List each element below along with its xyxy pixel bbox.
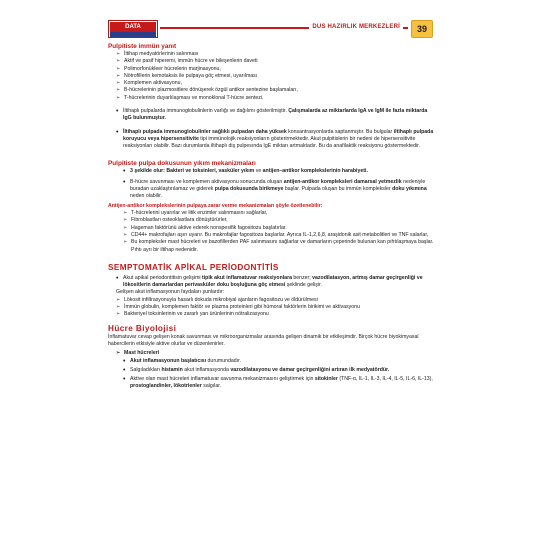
list-item: ➢ Komplemen aktivasyonu, (116, 80, 434, 87)
paragraph-three-ways (123, 168, 434, 175)
paragraph-apical (116, 275, 434, 290)
list-item: ➢ Bakteriyel toksinlerinin ve zararlı yan ürünlerinin nötralizasyonu (116, 311, 434, 318)
list-item: ➢ Hageman faktörünü aktive ederek nonspesifik fagositozu başlatırlar. (123, 225, 434, 232)
text-run: neden olabilir. (130, 193, 163, 200)
paragraph-complexes (123, 179, 434, 201)
list-item: ➢ Aktif ve pasif hiperemi, immün hücre ve bileşenlerin daveti (116, 58, 434, 65)
text-run: ve (254, 167, 263, 174)
text-run: vazodilatasyonu ve damar geçirgenliğini artıran ilk medyatördür. (230, 366, 390, 373)
mast-cell-list (123, 358, 434, 391)
text-run: sitokinler (314, 376, 338, 383)
publisher-logo (108, 20, 158, 38)
cell-biology-intro: İnflamatuvar cevap gelişen konak savunması ve mikroorganizmalar arasında gelişen dinamik bir etkileşimdir. Birçok hücre biyokimyasal habercilerin etkisiyle aktive olurlar ve düzenlenirler. (108, 333, 419, 347)
text-run: şeklinde gelişir. (285, 282, 322, 289)
list-item: ➢ CD44+ makrofajları aşırı uyarır. Bu makrofajlar fagositoza başlarlar. Ayrıca IL-1,2,6,8, araşidonik asit metabolitleri ve TNF salarlar, (123, 232, 434, 239)
list-item: ➢ T-hücrelerinin duyarlılaşması ve monoklonal T-hücre sentezi. (116, 95, 434, 102)
list-item: ➢ Polimorfonükleer hücrelerin marjinasyonu, (116, 66, 434, 73)
text-run: durumundadır. (206, 357, 242, 364)
text-run: vazodilatasyon, artmış damar geçirgenliği ve lökositlerin damarlardan perivasküler doku boşluğuna göç etmesi (123, 274, 423, 289)
text-run: tipi immünolojik reaksiyonların gösterirmektedir. Akut pulpitislerin bir nedeni de hipersensitivite reaksiyonları olabilir. Bazı durumlarda iltihaplı diş pulpesında IgE miktarı artmaktadır. Bu da anafilaktik reaksiyonu göstermektedir. (123, 135, 420, 150)
benefit-list (116, 297, 434, 319)
mast-cell-heading: ➢ Mast hücreleri (116, 350, 434, 357)
list-item: ➢ İmmün globulin, komplemen faktör ve plazma proteinleri gibi hümoral faktörlerin birikimi ve aktivasyonu (116, 304, 434, 311)
text-run: doku yıkımına (392, 186, 427, 193)
mast-cell-heading-list (116, 350, 434, 357)
list-item (123, 358, 434, 365)
text-run: İltihaplı pulpalarda immunoglobulinlerin varlığı ve dağılımı gösterilmiştir. (123, 108, 287, 115)
immune-paragraphs (116, 108, 434, 150)
immune-list (116, 51, 434, 102)
list-item (123, 376, 434, 391)
logo-stripe (110, 32, 156, 37)
apical-lead: Gelişen akut inflamasyonun faydaları şunlardır: (116, 289, 225, 296)
text-run: nedeniyle buradan uzaklaştırılamaz ve giderek (130, 178, 426, 193)
destruction-list (123, 168, 434, 201)
list-item: ➢ B-hücrelerinin plazmositlere dönüşerek özgül antikor sentezine başlamaları, (116, 87, 434, 94)
header-title: DUS HAZIRLIK MERKEZLERİ (309, 23, 403, 32)
section-heading-cell-biology: Hücre Biyolojisi (108, 323, 177, 333)
list-item: ➢ Nötrofillerin kemotaksis ile pulpaya göç etmesi, uyarılması (116, 73, 434, 80)
text-run: konsantrasyonlarda saptanmıştır. Bu bulgular (286, 128, 394, 135)
paragraph-immunoglobulin (116, 108, 434, 123)
section-heading-apical: SEMPTOMATİK APİKAL PERİODONTİTİS (108, 262, 279, 272)
text-run: salgılar. (201, 383, 222, 390)
text-run: Aktive olan mast hücreleri inflamatuvar savunma mekanizmasını geliştirmek için (130, 376, 315, 383)
logo-text: DATA (110, 22, 156, 32)
section-heading-destruction: Pulpitiste pulpa dokusunun yıkım mekanizmaları (108, 159, 256, 167)
list-item: ➢ Bu kompleksler mast hücreleri ve bazofillerden PAF salınmasını sağlarlar ve damarların çeperinde bulunan kan pıhtılaşmaya başlar. Pıhtı ayrı bir iltihap nedenidir. (123, 239, 434, 254)
apical-paragraphs (116, 275, 434, 290)
text-run: iltihaplı pulpada koruyucu veya hipersensitivite (123, 128, 434, 142)
text-run: prostoglandinler, lökotrienler (130, 383, 202, 390)
text-run: benzer; (291, 274, 313, 281)
page-content (108, 42, 434, 391)
page-number: 39 (411, 20, 433, 38)
subheading-mechanisms: Antijen-antikor komplekslerinin pulpaya zarar verme mekanizmaları şöyle özetlenebilir: (108, 202, 323, 209)
text-run: Çalışmalarda az miktarlarda IgA ve IgM ile fazla miktarda IgG bulunmuştur. (123, 108, 428, 122)
text-run: akut inflamasyonda (182, 366, 231, 373)
text-run: histamin (161, 366, 183, 373)
text-run: Salgıladıkları (130, 366, 162, 373)
text-run: antijen–antikor komplekslerinin harabiyeti. (262, 167, 368, 174)
mechanism-list (123, 210, 434, 254)
text-run: Akut apikal periodontitisin gelişimi (123, 274, 203, 281)
text-run: 3 şekilde olur: Bakteri ve toksinleri, vasküler yıkım (130, 167, 255, 174)
list-item: ➢ İltihap medyatörlerinin salınması (116, 51, 434, 58)
text-run: (TNF-α, IL-1, IL-3, IL-4, IL-5, IL-6, IL-13), (337, 376, 433, 383)
text-run: tipik akut inflamatuvar reaksiyonlara (202, 274, 292, 281)
text-run: B-hücre savunması ve komplemen aktivasyonu sonucunda oluşan (130, 178, 284, 185)
text-run: Akut inflamasyonun başlatıcısı (130, 357, 207, 364)
text-run: İltihaplı pulpada immunoglobulinler sağlıklı pulpadan daha yüksek (123, 128, 287, 135)
section-heading-immune: Pulpitiste immün yanıt (108, 43, 177, 50)
text-run: antijen-antikor kompleksleri damarsal yetmezlik (283, 178, 402, 185)
page-header (108, 20, 433, 38)
text-run: pulpa dokusunda birikmeye (214, 186, 284, 193)
list-item: ➢ Lökosit infiltrasyonuyla hasarlı dokuda mikrobiyal ajanların fagositozu ve öldürülmesi (116, 297, 434, 304)
list-item: ➢ T-hücrelerini uyarırlar ve litik enzimler salınmasını sağlarlar, (123, 210, 434, 217)
text-run: başlar. Pulpada oluşan bu immün kompleksler (283, 186, 393, 193)
paragraph-hypersensitivity (116, 129, 434, 151)
list-item: ➢ Fibroblastları osteoklastlara dönüştürürler, (123, 217, 434, 224)
list-item (123, 367, 434, 374)
